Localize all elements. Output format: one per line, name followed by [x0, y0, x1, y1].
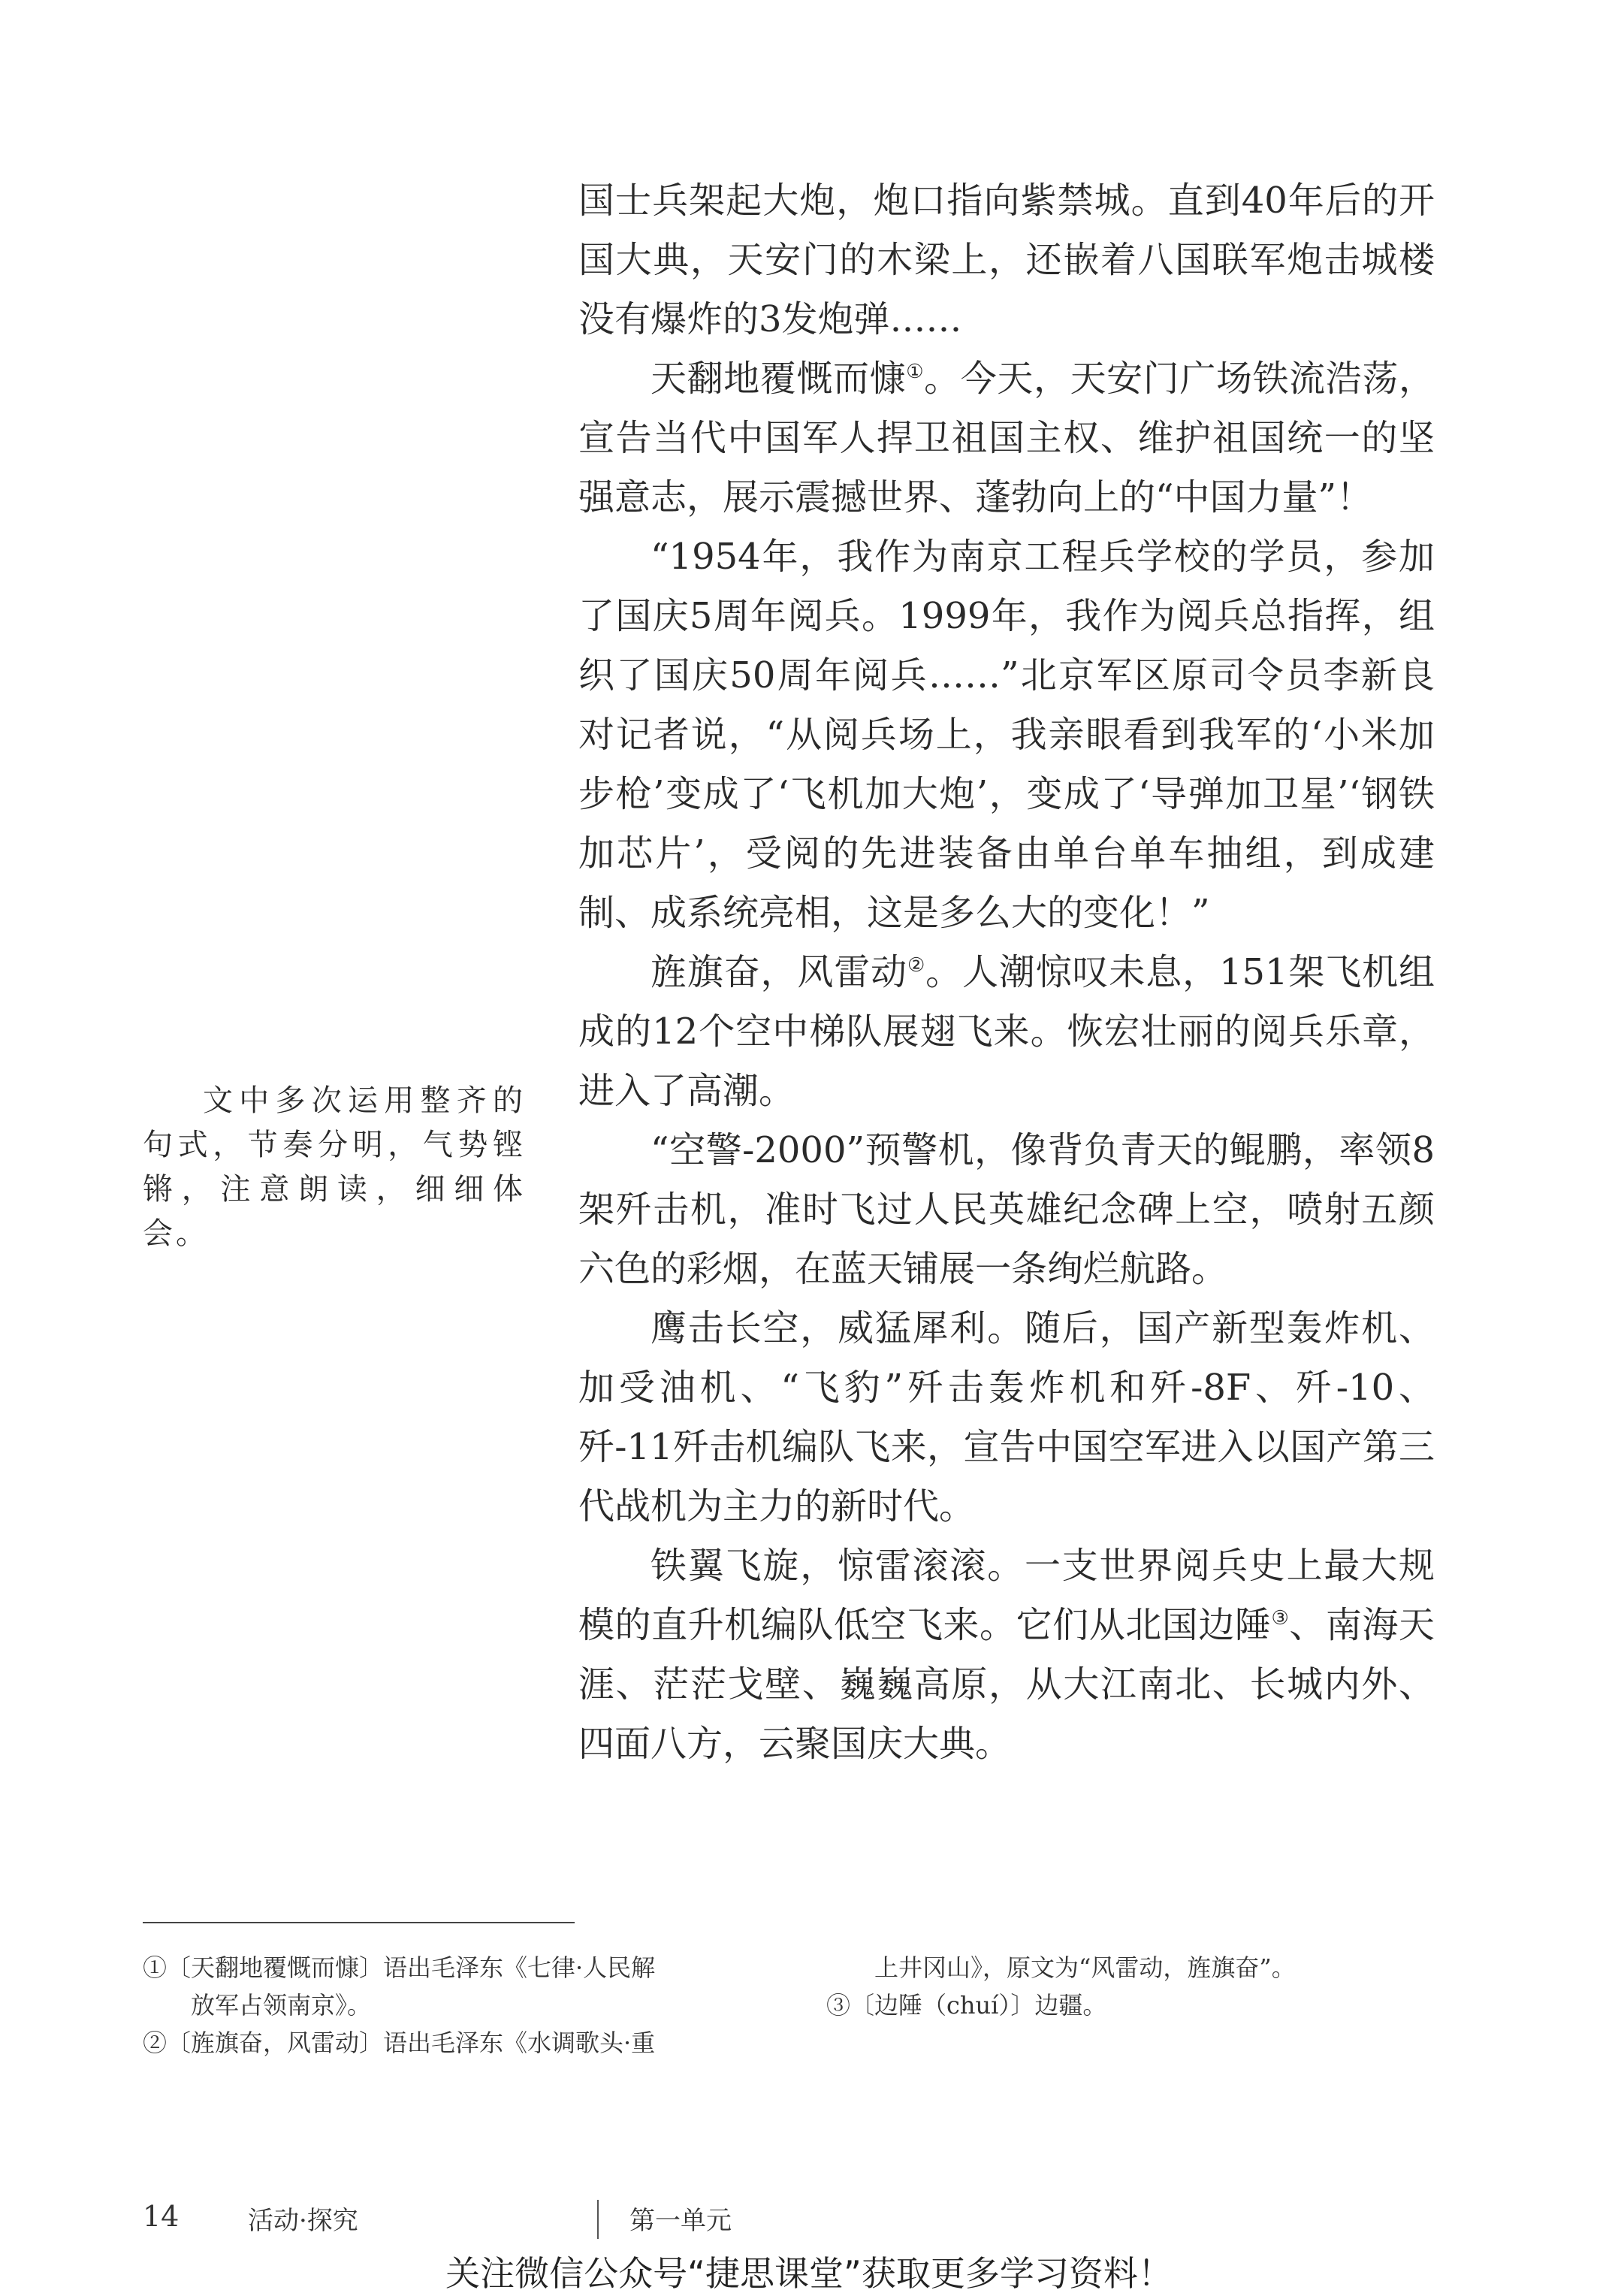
footnote-3: ③〔边陲（chuí）〕边疆。	[826, 1991, 1107, 2020]
page-number: 14	[143, 2200, 180, 2233]
side-note-text: 文中多次运用整齐的句式，节奏分明，气势铿锵，注意朗读，细细体会。	[143, 1083, 526, 1251]
main-text	[578, 171, 1435, 1774]
paragraph-text: 、南海天涯、茫茫戈壁、巍巍高原，从大江南北、长城内外、四面八方，云聚国庆大典。	[578, 1604, 1435, 1765]
paragraph-text: 国士兵架起大炮，炮口指向紫禁城。直到40年后的开国大典，天安门的木梁上，还嵌着八国联军炮击城楼没有爆炸的3发炮弹……	[578, 180, 1435, 340]
side-note	[143, 1079, 526, 1256]
paragraph-text: 铁翼飞旋，惊雷滚滚。一支世界阅兵史上最大规模的直升机编队低空飞来。它们从北国边陲	[578, 1545, 1435, 1646]
body-paragraph	[578, 1121, 1435, 1299]
footnote-marker: ③	[1271, 1607, 1290, 1630]
footnote-marker: ②	[907, 954, 926, 977]
paragraph-text: 。今天，天安门广场铁流浩荡，宣告当代中国军人捍卫祖国主权、维护祖国统一的坚强意志，展示震撼世界、蓬勃向上的“中国力量”！	[578, 358, 1435, 518]
footnote-marker: ①	[906, 361, 925, 383]
footnote-1-continuation: 放军占领南京》。	[191, 1991, 372, 2020]
body-paragraph	[578, 527, 1435, 943]
footnote-divider	[143, 1922, 575, 1923]
watermark-text: 关注微信公众号“捷思课堂”获取更多学习资料！	[445, 2253, 1173, 2294]
body-paragraph	[578, 349, 1435, 527]
footnote-1-first-line: ①〔天翻地覆慨而慷〕语出毛泽东《七律·人民解	[143, 1953, 656, 1982]
paragraph-text: “1954年，我作为南京工程兵学校的学员，参加了国庆5周年阅兵。1999年，我作为阅兵总指挥，组织了国庆50周年阅兵……”北京军区原司令员李新良对记者说，“从阅兵场上，我亲眼看到我军的‘小米加步枪’变成了‘飞机加大炮’，变成了‘导弹加卫星’‘钢铁加芯片’，受阅的先进装备由单台单车抽组，到成建制、成系统亮相，这是多么大的变化！”	[578, 536, 1435, 934]
page-footer	[143, 2200, 1465, 2245]
paragraph-text: 鹰击长空，威猛犀利。随后，国产新型轰炸机、加受油机、“飞豹”歼击轰炸机和歼-8F、歼-10、歼-11歼击机编队飞来，宣告中国空军进入以国产第三代战机为主力的新时代。	[578, 1307, 1435, 1527]
paragraph-text: 天翻地覆慨而慷	[651, 358, 907, 400]
paragraph-text: 旌旗奋，风雷动	[651, 951, 907, 993]
body-paragraph	[578, 1536, 1435, 1774]
paragraph-text: “空警-2000”预警机，像背负青天的鲲鹏，率领8架歼击机，准时飞过人民英雄纪念碑上空，喷射五颜六色的彩烟，在蓝天铺展一条绚烂航路。	[578, 1129, 1435, 1290]
body-paragraph	[578, 171, 1435, 349]
footer-divider	[597, 2200, 599, 2239]
footnote-2-continuation: 上井冈山》，原文为“风雷动，旌旗奋”。	[874, 1953, 1296, 1982]
body-paragraph	[578, 943, 1435, 1121]
paragraph-text: 。人潮惊叹未息，151架飞机组成的12个空中梯队展翅飞来。恢宏壮丽的阅兵乐章，进入了高潮。	[578, 951, 1435, 1112]
body-paragraph	[578, 1299, 1435, 1536]
unit-label: 第一单元	[629, 2206, 732, 2236]
footnotes-right-column	[826, 1949, 1442, 2024]
footnotes-left-column	[143, 1949, 789, 2062]
footnote-2-first-line: ②〔旌旗奋，风雷动〕语出毛泽东《水调歌头·重	[143, 2029, 656, 2057]
section-label: 活动·探究	[248, 2206, 358, 2236]
